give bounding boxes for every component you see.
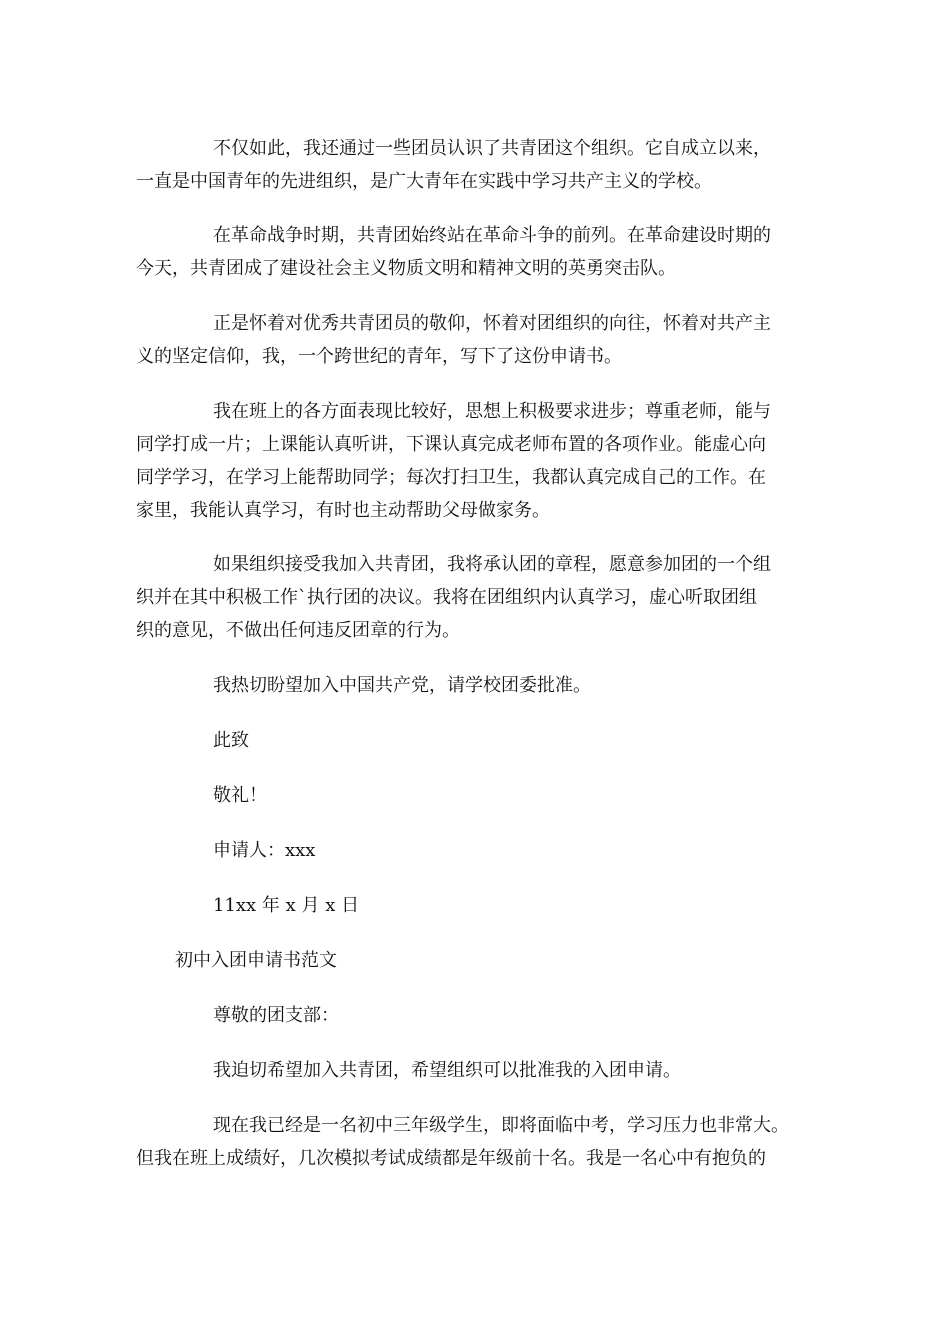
paragraph-line: 今天，共青团成了建设社会主义物质文明和精神文明的英勇突击队。	[136, 258, 676, 279]
paragraph-4	[136, 395, 826, 527]
paragraph-line: 11xx 年 x 月 x 日	[213, 895, 360, 916]
paragraph-line: 但我在班上成绩好，几次模拟考试成绩都是年级前十名。我是一名心中有抱负的	[136, 1148, 766, 1169]
paragraph-line: 尊敬的团支部：	[213, 1005, 339, 1026]
paragraph-line: 如果组织接受我加入共青团，我将承认团的章程，愿意参加团的一个组	[213, 554, 771, 575]
section-heading	[136, 944, 826, 977]
paragraph-line: 我迫切希望加入共青团，希望组织可以批准我的入团申请。	[213, 1060, 681, 1081]
paragraph-line: 不仅如此，我还通过一些团员认识了共青团这个组织。它自成立以来，	[213, 138, 771, 159]
paragraph-1	[136, 132, 826, 198]
paragraph-2	[136, 219, 826, 285]
closing-regards	[136, 779, 826, 812]
paragraph-line: 正是怀着对优秀共青团员的敬仰，怀着对团组织的向往，怀着对共产主	[213, 313, 771, 334]
paragraph-6	[136, 669, 826, 702]
paragraph-line: 义的坚定信仰，我，一个跨世纪的青年，写下了这份申请书。	[136, 346, 622, 367]
paragraph-line: 现在我已经是一名初中三年级学生，即将面临中考，学习压力也非常大。	[213, 1115, 789, 1136]
paragraph-line: 织并在其中积极工作`执行团的决议。我将在团组织内认真学习，虚心听取团组	[136, 587, 757, 608]
paragraph-3	[136, 307, 826, 373]
paragraph-5	[136, 548, 826, 647]
paragraph-line: 同学打成一片；上课能认真听讲，下课认真完成老师布置的各项作业。能虚心向	[136, 434, 766, 455]
closing-salutation	[136, 724, 826, 757]
heading-line: 初中入团申请书范文	[175, 950, 337, 971]
paragraph-line: 我热切盼望加入中国共产党，请学校团委批准。	[213, 675, 591, 696]
paragraph-8	[136, 1109, 826, 1175]
applicant-signature	[136, 834, 826, 867]
paragraph-line: 敬礼！	[213, 785, 267, 806]
paragraph-line: 家里，我能认真学习，有时也主动帮助父母做家务。	[136, 500, 550, 521]
paragraph-line: 此致	[213, 730, 249, 751]
application-date	[136, 889, 826, 922]
paragraph-line: 织的意见，不做出任何违反团章的行为。	[136, 620, 460, 641]
paragraph-line: 一直是中国青年的先进组织，是广大青年在实践中学习共产主义的学校。	[136, 171, 712, 192]
paragraph-line: 我在班上的各方面表现比较好，思想上积极要求进步；尊重老师，能与	[213, 401, 771, 422]
paragraph-7	[136, 1054, 826, 1087]
paragraph-line: 申请人：xxx	[213, 840, 316, 861]
paragraph-line: 在革命战争时期，共青团始终站在革命斗争的前列。在革命建设时期的	[213, 225, 771, 246]
paragraph-line: 同学学习，在学习上能帮助同学；每次打扫卫生，我都认真完成自己的工作。在	[136, 467, 766, 488]
greeting	[136, 999, 826, 1032]
